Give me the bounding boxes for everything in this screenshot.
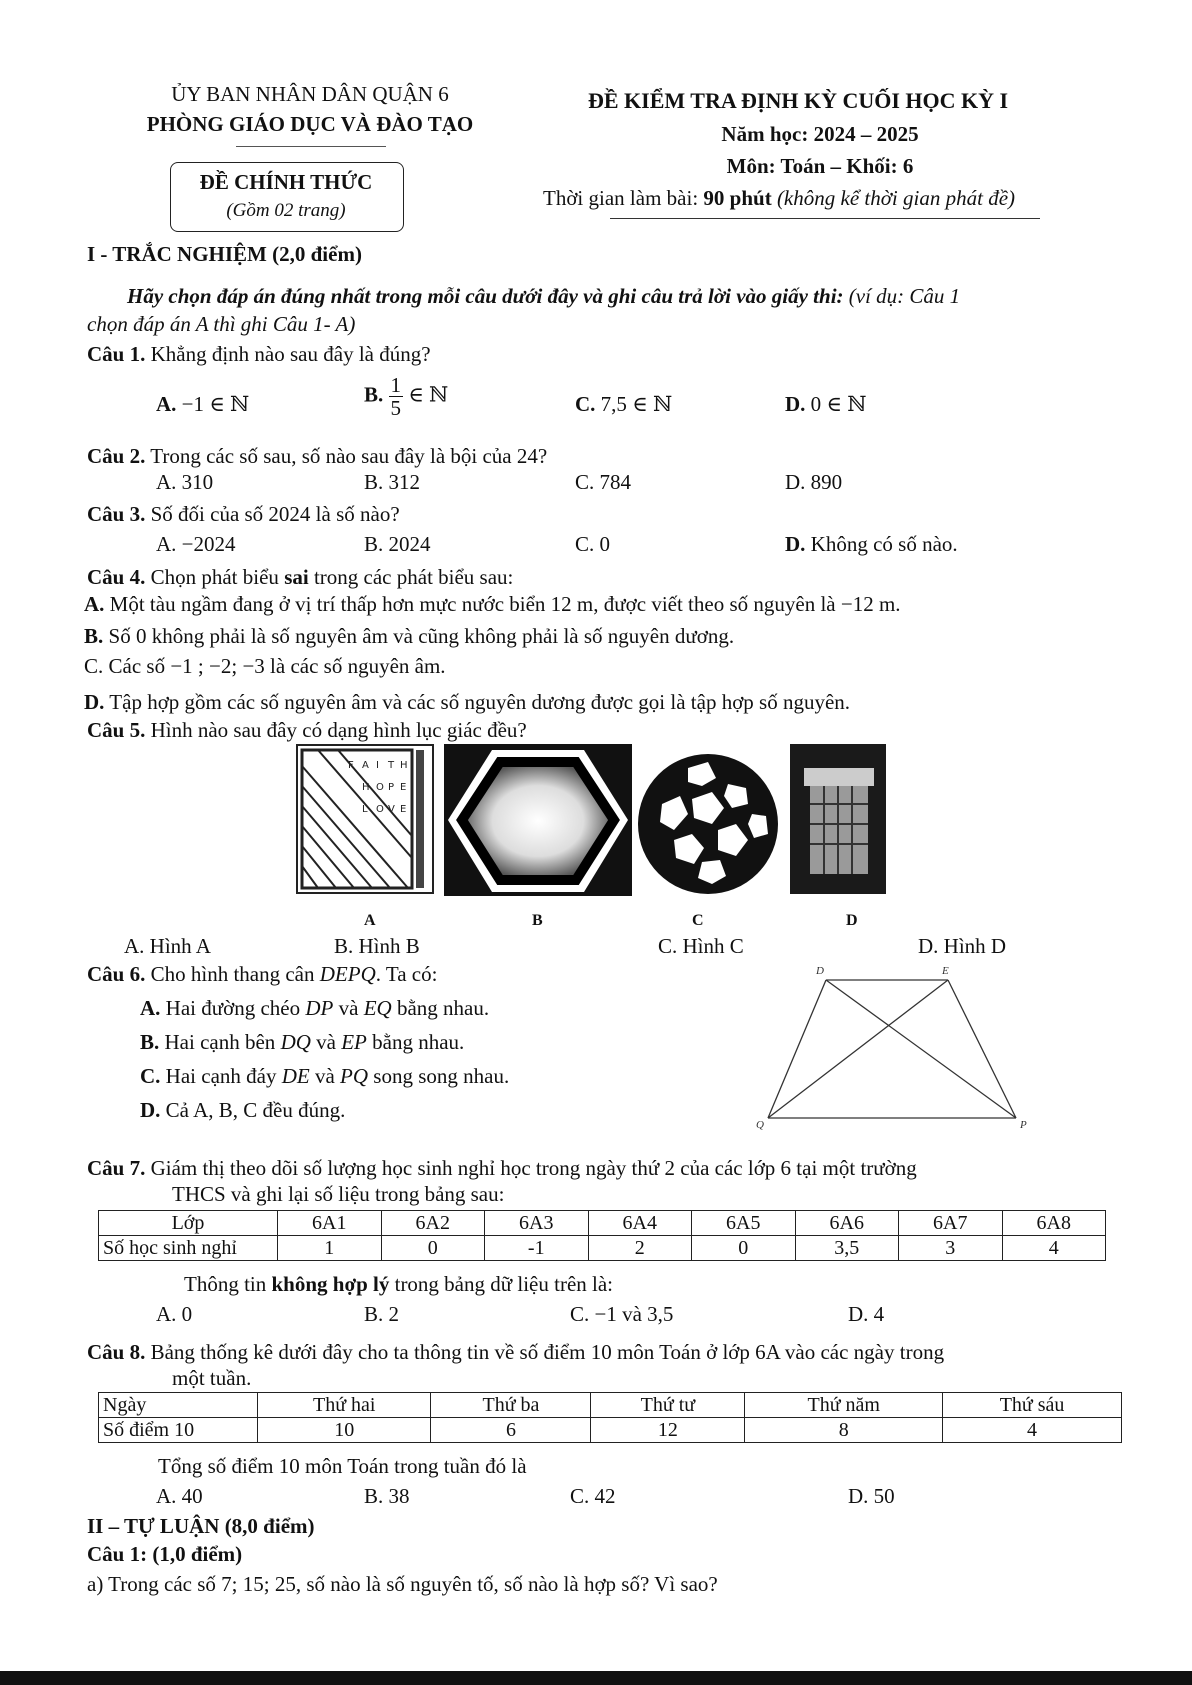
table-cell: 6A1	[278, 1211, 382, 1236]
question-2: Câu 2. Trong các số sau, số nào sau đây là bội của 24?	[87, 444, 548, 468]
table-row	[99, 1236, 1106, 1261]
q8-option-c: C. 42	[570, 1484, 616, 1508]
table-cell: 6A7	[899, 1211, 1003, 1236]
table-cell: Thứ tư	[591, 1393, 745, 1418]
board-letter: P	[388, 782, 395, 793]
table-cell: Ngày	[99, 1393, 258, 1418]
part2-question-1a: a) Trong các số 7; 15; 25, số nào là số nguyên tố, số nào là hợp số? Vì sao?	[87, 1572, 718, 1596]
score-table	[98, 1392, 1122, 1443]
board-letter: I	[376, 760, 379, 771]
q7-option-c: C. −1 và 3,5	[570, 1302, 674, 1326]
q6-option-c: C. Hai cạnh đáy DE và PQ song song nhau.	[140, 1064, 510, 1088]
table-cell: -1	[485, 1236, 589, 1261]
board-letter: V	[388, 804, 395, 815]
q8-question: Tổng số điểm 10 môn Toán trong tuần đó là	[158, 1454, 527, 1478]
table-cell: Số học sinh nghỉ	[99, 1236, 278, 1261]
table-cell: 6A6	[795, 1211, 899, 1236]
table-cell: 4	[943, 1418, 1122, 1443]
absence-table	[98, 1210, 1106, 1261]
figure-d-building	[790, 744, 886, 894]
board-letter: T	[388, 760, 395, 771]
table-cell: Thứ năm	[745, 1393, 943, 1418]
exam-title: ĐỀ KIỂM TRA ĐỊNH KỲ CUỐI HỌC KỲ I	[588, 88, 1009, 113]
table-cell: 0	[381, 1236, 485, 1261]
question-7-line2: THCS và ghi lại số liệu trong bảng sau:	[172, 1182, 505, 1206]
table-row	[99, 1393, 1122, 1418]
table-cell: 6A4	[588, 1211, 692, 1236]
table-cell: 0	[692, 1236, 796, 1261]
table-cell: 6A5	[692, 1211, 796, 1236]
q8-option-d: D. 50	[848, 1484, 895, 1508]
subject-line: Môn: Toán – Khối: 6	[726, 154, 914, 178]
question-8-line2: một tuần.	[172, 1366, 252, 1390]
hexagon-drawing	[444, 744, 632, 896]
q4-option-c: C. Các số −1 ; −2; −3 là các số nguyên âm.	[84, 654, 446, 678]
q6-option-b: B. Hai cạnh bên DQ và EP bằng nhau.	[140, 1030, 465, 1054]
part1-instruction-line2: chọn đáp án A thì ghi Câu 1- A)	[87, 312, 356, 336]
q7-option-d: D. 4	[848, 1302, 885, 1326]
figure-label-d: D	[846, 912, 858, 929]
figure-label-a: A	[364, 912, 376, 929]
q2-option-b: B. 312	[364, 470, 421, 494]
q4-option-a: A. Một tàu ngầm đang ở vị trí thấp hơn mực nước biển 12 m, được viết theo số nguyên là −12 m.	[84, 592, 901, 616]
q1-option-b: B. $\frac{1}{5}$ ∈ ℕ	[364, 373, 449, 420]
trapezoid-figure	[730, 960, 1050, 1130]
time-underline	[610, 218, 1040, 219]
part2-question-1: Câu 1: (1,0 điểm)	[87, 1542, 243, 1566]
q6-option-a: A. Hai đường chéo DP và EQ bằng nhau.	[140, 996, 490, 1020]
school-year: Năm học: 2024 – 2025	[721, 122, 919, 146]
board-letter: O	[376, 804, 384, 815]
table-cell: 6A3	[485, 1211, 589, 1236]
part1-instruction: Hãy chọn đáp án đúng nhất trong mỗi câu dưới đây và ghi câu trả lời vào giấy thi: (ví dụ: Câu 1	[127, 284, 961, 308]
table-cell: 12	[591, 1418, 745, 1443]
board-letter: O	[376, 782, 384, 793]
q1-option-c: C. 7,5 ∈ ℕ	[575, 392, 673, 416]
q4-option-d: D. Tập hợp gồm các số nguyên âm và các số nguyên dương được gọi là tập hợp số nguyên.	[84, 690, 851, 714]
header-department: PHÒNG GIÁO DỤC VÀ ĐÀO TẠO	[146, 112, 474, 136]
header-divider	[236, 146, 386, 147]
board-letter: H	[362, 782, 370, 793]
table-cell: Thứ ba	[431, 1393, 591, 1418]
question-3: Câu 3. Số đối của số 2024 là số nào?	[87, 502, 400, 526]
q1-option-a: A. −1 ∈ ℕ	[156, 392, 250, 416]
table-cell: 4	[1002, 1236, 1106, 1261]
board-letter: F	[348, 760, 354, 771]
question-6: Câu 6. Cho hình thang cân DEPQ. Ta có:	[87, 962, 438, 986]
table-cell: Số điểm 10	[99, 1418, 258, 1443]
dodecahedron-drawing	[632, 744, 784, 896]
q7-option-b: B. 2	[364, 1302, 400, 1326]
figure-label-c: C	[692, 912, 704, 929]
official-title: ĐỀ CHÍNH THỨC	[199, 170, 373, 194]
q3-option-d: D. Không có số nào.	[785, 532, 958, 556]
letter-board-drawing	[298, 746, 432, 892]
q8-option-a: A. 40	[156, 1484, 203, 1508]
q3-option-a: A. −2024	[156, 532, 236, 556]
table-cell: 6A2	[381, 1211, 485, 1236]
q1-option-d: D. 0 ∈ ℕ	[785, 392, 867, 416]
exam-time: Thời gian làm bài: 90 phút (không kể thời gian phát đề)	[543, 186, 1016, 210]
q2-option-d: D. 890	[785, 470, 843, 494]
board-letter: A	[362, 760, 369, 771]
table-cell: Lớp	[99, 1211, 278, 1236]
q4-option-b: B. Số 0 không phải là số nguyên âm và cũng không phải là số nguyên dương.	[84, 624, 735, 648]
figure-b-hexagon	[444, 744, 632, 896]
question-8: Câu 8. Bảng thống kê dưới đây cho ta thông tin về số điểm 10 môn Toán ở lớp 6A vào các ngày trong	[87, 1340, 945, 1364]
point-q-label: Q	[756, 1119, 764, 1130]
q7-question: Thông tin không hợp lý trong bảng dữ liệu trên là:	[184, 1272, 614, 1296]
part2-heading: II – TỰ LUẬN (8,0 điểm)	[87, 1514, 315, 1538]
q5-option-d: D. Hình D	[918, 934, 1007, 958]
table-cell: 6A8	[1002, 1211, 1106, 1236]
figure-a-letter-board	[296, 744, 434, 894]
header-authority: ỦY BAN NHÂN DÂN QUẬN 6	[171, 82, 449, 106]
official-subtitle: (Gồm 02 trang)	[226, 200, 346, 221]
q2-option-c: C. 784	[575, 470, 632, 494]
fraction-one-fifth: $\frac{1}{5}$	[390, 373, 402, 420]
board-letter: L	[362, 804, 368, 815]
scan-bottom-edge	[0, 1671, 1192, 1685]
board-letter: H	[400, 760, 408, 771]
q8-option-b: B. 38	[364, 1484, 410, 1508]
q3-option-c: C. 0	[575, 532, 611, 556]
part1-heading: I - TRẮC NGHIỆM (2,0 điểm)	[87, 242, 362, 266]
table-row	[99, 1418, 1122, 1443]
point-e-label: E	[942, 965, 949, 977]
point-p-label: P	[1020, 1119, 1027, 1130]
table-cell: 10	[258, 1418, 431, 1443]
table-cell: 6	[431, 1418, 591, 1443]
table-cell: 3	[899, 1236, 1003, 1261]
question-7: Câu 7. Giám thị theo dõi số lượng học sinh nghỉ học trong ngày thứ 2 của các lớp 6 tại một trường	[87, 1156, 917, 1180]
q5-option-a: A. Hình A	[124, 934, 211, 958]
q3-option-b: B. 2024	[364, 532, 431, 556]
question-1: Câu 1. Khẳng định nào sau đây là đúng?	[87, 342, 431, 366]
table-cell: 3,5	[795, 1236, 899, 1261]
table-cell: Thứ hai	[258, 1393, 431, 1418]
q6-option-d: D. Cả A, B, C đều đúng.	[140, 1098, 346, 1122]
table-cell: 1	[278, 1236, 382, 1261]
building-drawing	[790, 744, 886, 894]
table-row	[99, 1211, 1106, 1236]
question-4: Câu 4. Chọn phát biểu sai trong các phát biểu sau:	[87, 565, 514, 589]
board-letter: E	[400, 782, 407, 793]
table-cell: Thứ sáu	[943, 1393, 1122, 1418]
q5-option-c: C. Hình C	[658, 934, 744, 958]
table-cell: 2	[588, 1236, 692, 1261]
point-d-label: D	[816, 965, 824, 977]
q5-option-b: B. Hình B	[334, 934, 420, 958]
figure-label-b: B	[532, 912, 543, 929]
figure-c-dodecahedron	[632, 744, 784, 896]
question-5: Câu 5. Hình nào sau đây có dạng hình lục giác đều?	[87, 718, 527, 742]
q2-option-a: A. 310	[156, 470, 214, 494]
board-letter: E	[400, 804, 407, 815]
q7-option-a: A. 0	[156, 1302, 193, 1326]
table-cell: 8	[745, 1418, 943, 1443]
